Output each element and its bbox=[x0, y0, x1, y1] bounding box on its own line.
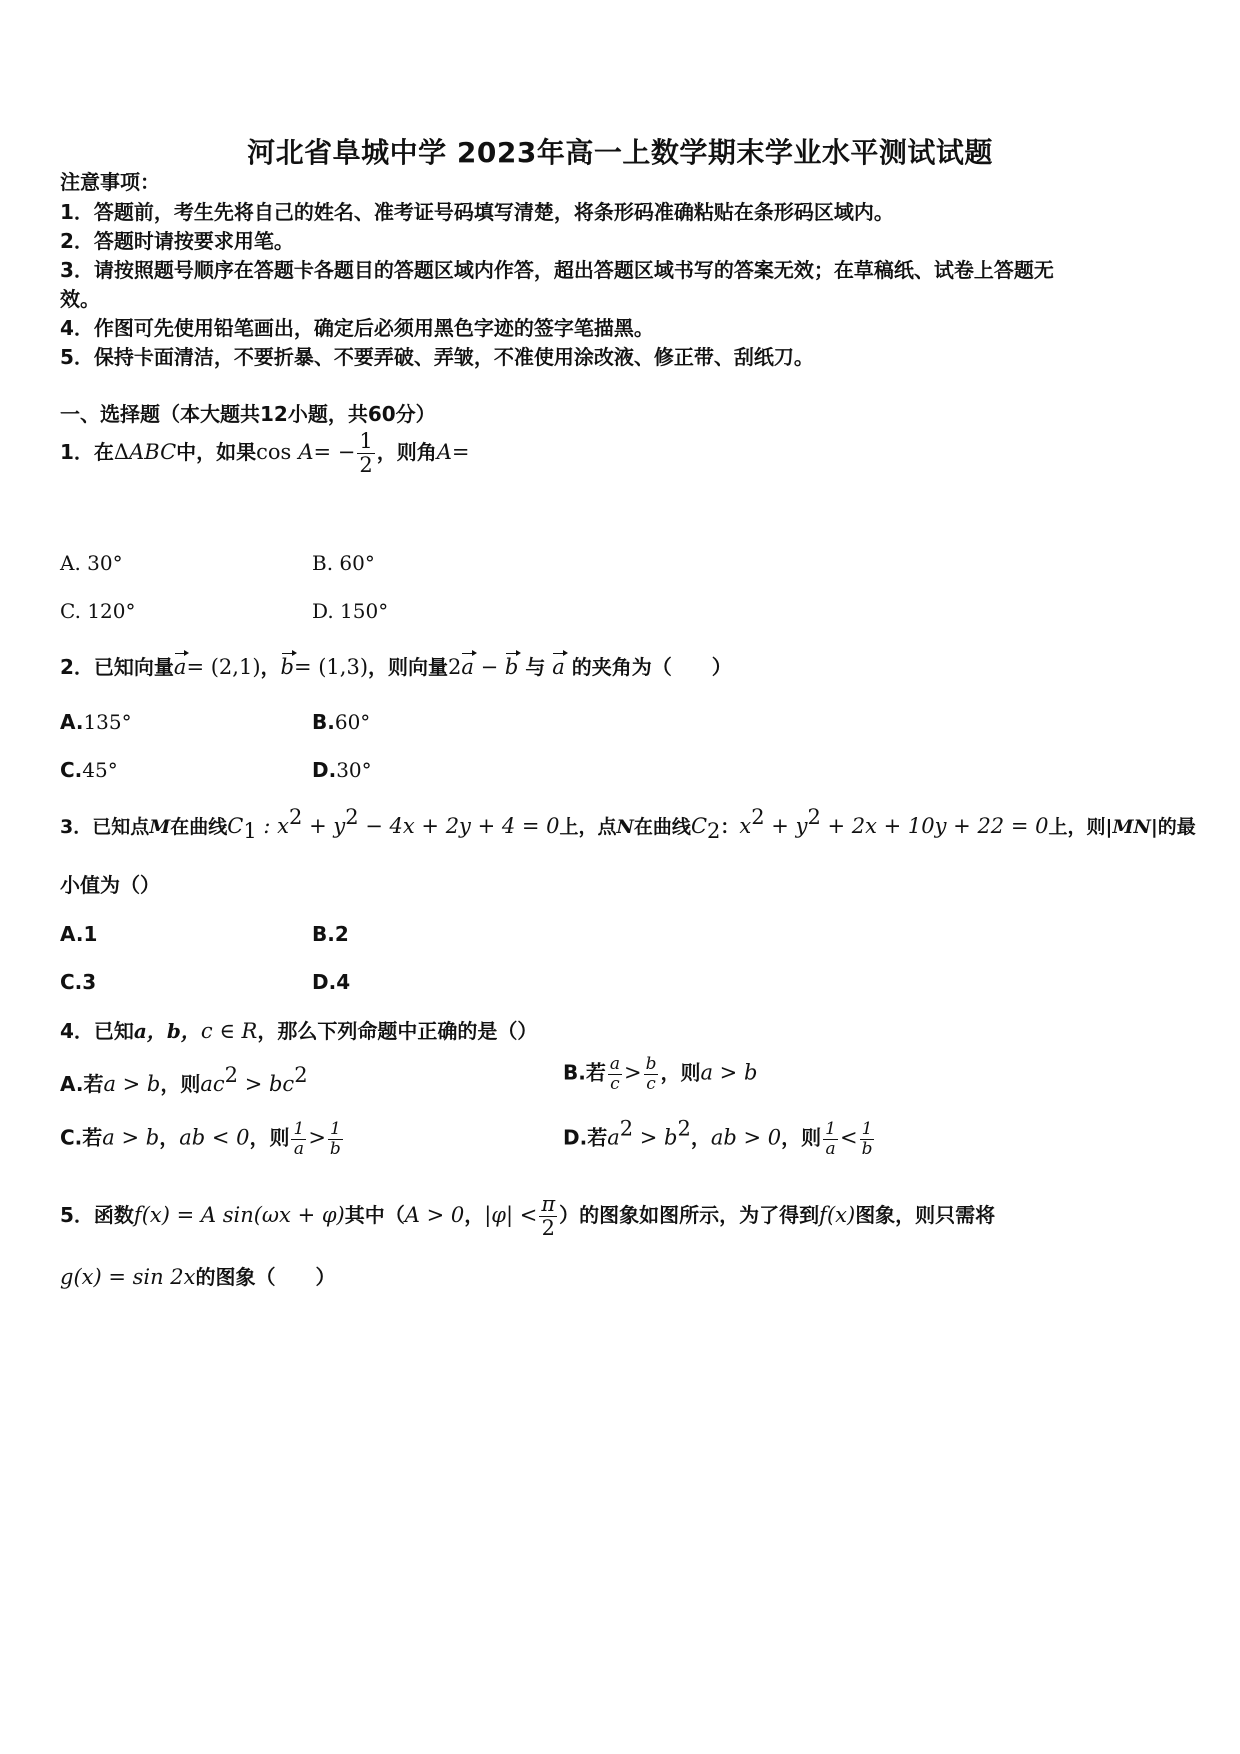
q5-math: f(x) = A sin(ωx + φ) bbox=[133, 1203, 345, 1228]
vector-b: b bbox=[504, 655, 519, 679]
question-3-line2: 小值为（） bbox=[60, 873, 160, 897]
q2-text: 的夹角为（ ） bbox=[571, 655, 732, 679]
q3-text: |的最 bbox=[1150, 816, 1196, 838]
q2-math: = (1,3) bbox=[293, 655, 369, 679]
q3-text: 上，则| bbox=[1048, 816, 1113, 838]
q3-text: 在曲线 bbox=[170, 816, 228, 838]
q1-text: 中，如果 bbox=[176, 440, 257, 465]
note-item: 4．作图可先使用铅笔画出，确定后必须用黑色字迹的签字笔描黑。 bbox=[60, 316, 654, 340]
question-1 bbox=[60, 430, 470, 477]
q3-math: x bbox=[739, 814, 752, 838]
q5-text: ）的图象如图所示，为了得到 bbox=[559, 1203, 820, 1228]
fraction: $\frac{1}{b}$ bbox=[329, 1119, 341, 1159]
q2-option-b: B.60° bbox=[312, 710, 371, 734]
fraction: $\frac{1}{2}$ bbox=[359, 429, 373, 478]
q3-math: − 4x + 2y + 4 = 0 bbox=[358, 814, 560, 838]
q4-option-b: B.若 $\frac{a}{c}$ > $\frac{b}{c}$ ，则a > b bbox=[563, 1054, 758, 1094]
fraction: $\frac{a}{c}$ bbox=[609, 1054, 620, 1094]
q2-text: ，则向量 bbox=[368, 655, 449, 679]
q1-math: ABC bbox=[129, 440, 177, 465]
q2-math: = (2,1) bbox=[186, 655, 261, 679]
q1-option-b: B. 60° bbox=[312, 551, 375, 575]
q3-math: + y bbox=[764, 814, 808, 838]
q2-text: 与 bbox=[525, 655, 546, 679]
q3-math: M bbox=[149, 816, 171, 838]
q4-math: ∈ R bbox=[212, 1019, 258, 1043]
note-item: 5．保持卡面清洁，不要折暴、不要弄破、弄皱，不准使用涂改液、修正带、刮纸刀。 bbox=[60, 345, 814, 369]
q3-math: : x bbox=[256, 814, 290, 838]
q2-math: 2 bbox=[448, 655, 462, 679]
q2-text: 2．已知向量 bbox=[60, 655, 174, 679]
q3-option-a: A.1 bbox=[60, 922, 98, 946]
q1-math: = − bbox=[313, 440, 356, 465]
vector-a: a bbox=[173, 655, 187, 679]
q1-math: A bbox=[436, 440, 452, 465]
q5-text: 其中（ bbox=[344, 1203, 405, 1228]
q1-math: = bbox=[451, 440, 470, 465]
fraction: $\frac{1}{b}$ bbox=[861, 1119, 873, 1159]
q3-math: C bbox=[690, 814, 708, 838]
q1-math: Δ bbox=[113, 440, 130, 465]
q5-math: f(x) bbox=[819, 1203, 856, 1228]
q3-text: ： bbox=[720, 816, 740, 838]
q1-option-d: D. 150° bbox=[312, 599, 389, 623]
q3-math: 2 bbox=[345, 805, 359, 829]
q3-math: + 2x + 10y + 22 = 0 bbox=[820, 814, 1049, 838]
fraction: $\frac{b}{c}$ bbox=[645, 1054, 657, 1094]
page-title: 河北省阜城中学 2023年高一上数学期末学业水平测试试题 bbox=[247, 136, 993, 169]
q3-option-c: C.3 bbox=[60, 970, 97, 994]
q5-math: g(x) = sin 2x bbox=[60, 1265, 196, 1289]
vector-b: b bbox=[280, 655, 294, 679]
fraction: $\frac{1}{a}$ bbox=[293, 1119, 305, 1159]
q5-text: ， bbox=[464, 1203, 485, 1228]
note-item: 3．请按照题号顺序在答题卡各题目的答题区域内作答，超出答题区域书写的答案无效；在草稿纸、试卷上答题无 bbox=[60, 258, 1054, 282]
q4-text: ，那么下列命题中正确的是（） bbox=[257, 1019, 538, 1043]
section-heading: 一、选择题（本大题共12小题，共60分） bbox=[60, 402, 436, 426]
q2-math: − bbox=[473, 655, 505, 679]
note-item: 1．答题前，考生先将自己的姓名、准考证号码填写清楚，将条形码准确粘贴在条形码区域内。 bbox=[60, 200, 894, 224]
q3-text: 3．已知点 bbox=[60, 816, 150, 838]
q3-math: 2 bbox=[751, 805, 765, 829]
question-4 bbox=[60, 1019, 537, 1044]
q3-math: N bbox=[616, 816, 634, 838]
q2-option-d: D.30° bbox=[312, 758, 372, 782]
q3-text: 上，点 bbox=[559, 816, 617, 838]
q3-math: + y bbox=[302, 814, 346, 838]
q2-option-c: C.45° bbox=[60, 758, 118, 782]
q3-math: C bbox=[227, 814, 244, 838]
q5-text: 的图象（ ） bbox=[195, 1265, 336, 1289]
q4-option-a: A.若a > b，则$ac^2 > bc^2$ bbox=[60, 1063, 308, 1096]
q3-math: 2 bbox=[707, 819, 721, 843]
q4-option-c: C.若a > b，ab < 0，则 $\frac{1}{a}$ > $\frac{1}{b}$ bbox=[60, 1119, 341, 1159]
question-5 bbox=[60, 1193, 995, 1240]
q4-option-d: D.若$a^2 > b^2$，ab > 0，则 $\frac{1}{a}$ < $\frac{1}{b}$ bbox=[563, 1116, 873, 1159]
q3-math: 1 bbox=[243, 819, 257, 843]
q3-math: 2 bbox=[289, 805, 303, 829]
q1-option-a: A. 30° bbox=[60, 551, 123, 575]
q2-option-a: A.135° bbox=[60, 710, 132, 734]
notes-heading: 注意事项： bbox=[60, 170, 160, 194]
question-2 bbox=[60, 655, 732, 680]
q3-math: MN bbox=[1112, 816, 1151, 838]
q4-math: c bbox=[200, 1019, 213, 1043]
question-5-line2 bbox=[60, 1265, 336, 1290]
q1-option-c: C. 120° bbox=[60, 599, 136, 623]
q1-math: cos bbox=[256, 440, 292, 465]
q3-option-d: D.4 bbox=[312, 970, 351, 994]
q1-text: 1．在 bbox=[60, 440, 114, 465]
vector-a: a bbox=[461, 655, 474, 679]
note-item: 2．答题时请按要求用笔。 bbox=[60, 229, 294, 253]
q1-text: ，则角 bbox=[376, 440, 437, 465]
q1-math: A bbox=[298, 440, 314, 465]
q4-text: 4．已知 bbox=[60, 1019, 134, 1043]
q2-text: ， bbox=[260, 655, 281, 679]
q3-option-b: B.2 bbox=[312, 922, 349, 946]
q3-text: 在曲线 bbox=[633, 816, 691, 838]
q5-math: |φ| < bbox=[484, 1203, 538, 1228]
fraction: $\frac{1}{a}$ bbox=[825, 1119, 836, 1159]
q3-math: 2 bbox=[807, 805, 821, 829]
fraction: $\frac{\pi}{2}$ bbox=[541, 1192, 556, 1241]
vector-a: a bbox=[552, 655, 565, 679]
question-3 bbox=[60, 805, 1196, 843]
q5-text: 图象，则只需将 bbox=[855, 1203, 996, 1228]
q4-math: a，b， bbox=[133, 1019, 201, 1043]
q5-text: 5．函数 bbox=[60, 1203, 134, 1228]
q5-math: A > 0 bbox=[404, 1203, 465, 1228]
note-item: 效。 bbox=[60, 287, 100, 311]
